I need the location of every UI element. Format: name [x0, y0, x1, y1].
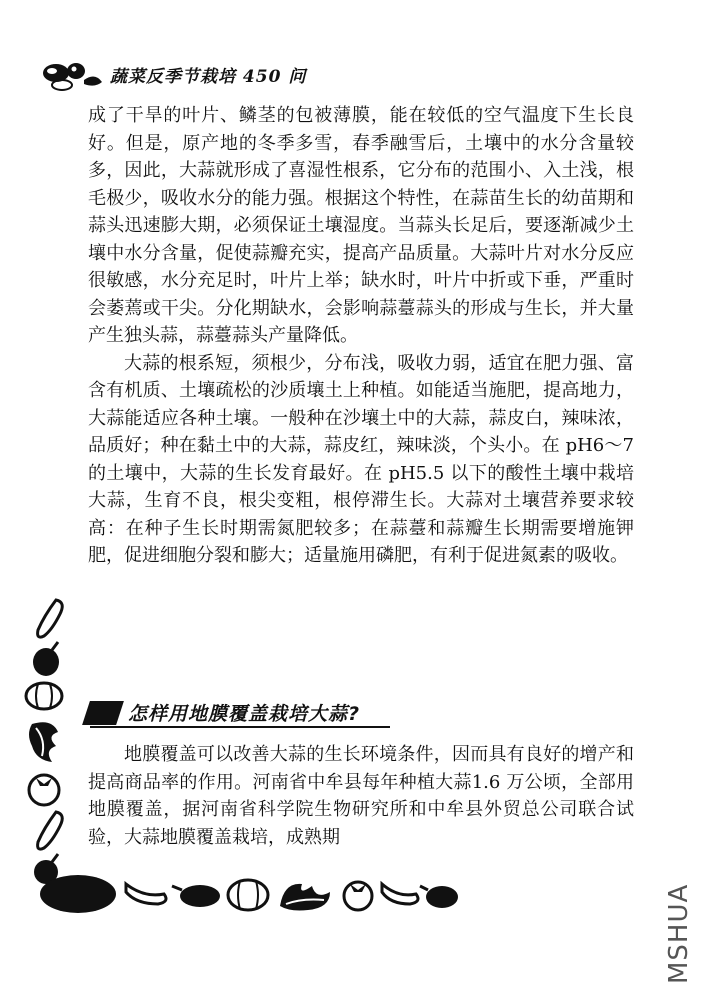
- cucumber-icon: [126, 884, 166, 904]
- tomato-icon: [344, 882, 372, 910]
- cucumber-icon: [382, 884, 418, 904]
- paragraph: 地膜覆盖可以改善大蒜的生长环境条件，因而具有良好的增产和提高商品率的作用。河南省中牟县每年种植大蒜1.6 万公顷，全部用地膜覆盖，据河南省科学院生物研究所和中牟县外贸总公司联合试验，大蒜地膜覆盖栽培，成熟期: [88, 744, 634, 848]
- paragraph: 成了干旱的叶片、鳞茎的包被薄膜，能在较低的空气温度下生长良好。但是，原产地的冬季多雪，春季融雪后，土壤中的水分含量较多，因此，大蒜就形成了喜湿性根系，它分布的范围小、入土浅，根毛极少，吸收水分的能力强。根据这个特性，在蒜苗生长的幼苗期和蒜头迅速膨大期，必须保证土壤湿度。当蒜头长足后，要逐渐减少土壤中水分含量，促使蒜瓣充实，提高产品质量。大蒜叶片对水分反应很敏感，水分充足时，叶片上举；缺水时，叶片中折或下垂，严重时会萎蔫或干尖。分化期缺水，会影响蒜薹蒜头的形成与生长，并大量产生独头蒜，蒜薹蒜头产量降低。: [88, 105, 634, 346]
- body-text-bottom: [88, 741, 634, 851]
- side-decoration: [22, 596, 82, 886]
- paragraph: 大蒜的根系短，须根少，分布浅，吸收力弱，适宜在肥力强、富含有机质、土壤疏松的沙质壤土上种植。如能适当施肥，提高地力，大蒜能适应各种土壤。一般种在沙壤土中的大蒜，蒜皮白，辣味浓，品质好；种在黏土中的大蒜，蒜皮红，辣味淡，个头小。在 pH6～7 的土壤中，大蒜的生长发育最好。在 pH5.5 以下的酸性土壤中栽培大蒜，生育不良，根尖变粗，根停滞生长。大蒜对土壤营养要求较高：在种子生长时期需氮肥较多；在蒜薹和蒜瓣生长期需要增施钾肥，促进细胞分裂和膨大；适量施用磷肥，有利于促进氮素的吸收。: [88, 352, 634, 566]
- watermark: MSHUA: [664, 883, 694, 984]
- section-heading: [86, 697, 406, 729]
- body-text-top: [88, 102, 634, 570]
- pumpkin-icon: [228, 880, 268, 910]
- cucumber-icon: [38, 600, 63, 637]
- cucumber-icon: [38, 812, 63, 849]
- black-ellipse-icon: [40, 875, 116, 913]
- eggplant-icon: [172, 885, 220, 907]
- pumpkin-icon: [26, 683, 62, 709]
- tomato-icon: [29, 775, 59, 805]
- section-title: 怎样用地膜覆盖栽培大蒜?: [128, 703, 361, 725]
- eggplant-icon: [33, 642, 59, 676]
- heading-underline: [90, 726, 390, 728]
- heading-badge-icon: [82, 701, 124, 725]
- bottom-decoration: [40, 872, 460, 916]
- eggplant-icon: [420, 886, 458, 908]
- running-header-title: 蔬菜反季节栽培 450 问: [110, 67, 307, 87]
- vegetables-cluster-icon: [40, 58, 106, 92]
- leafy-vegetable-icon: [29, 722, 58, 762]
- running-header: [40, 58, 360, 92]
- leafy-vegetable-icon: [280, 884, 330, 911]
